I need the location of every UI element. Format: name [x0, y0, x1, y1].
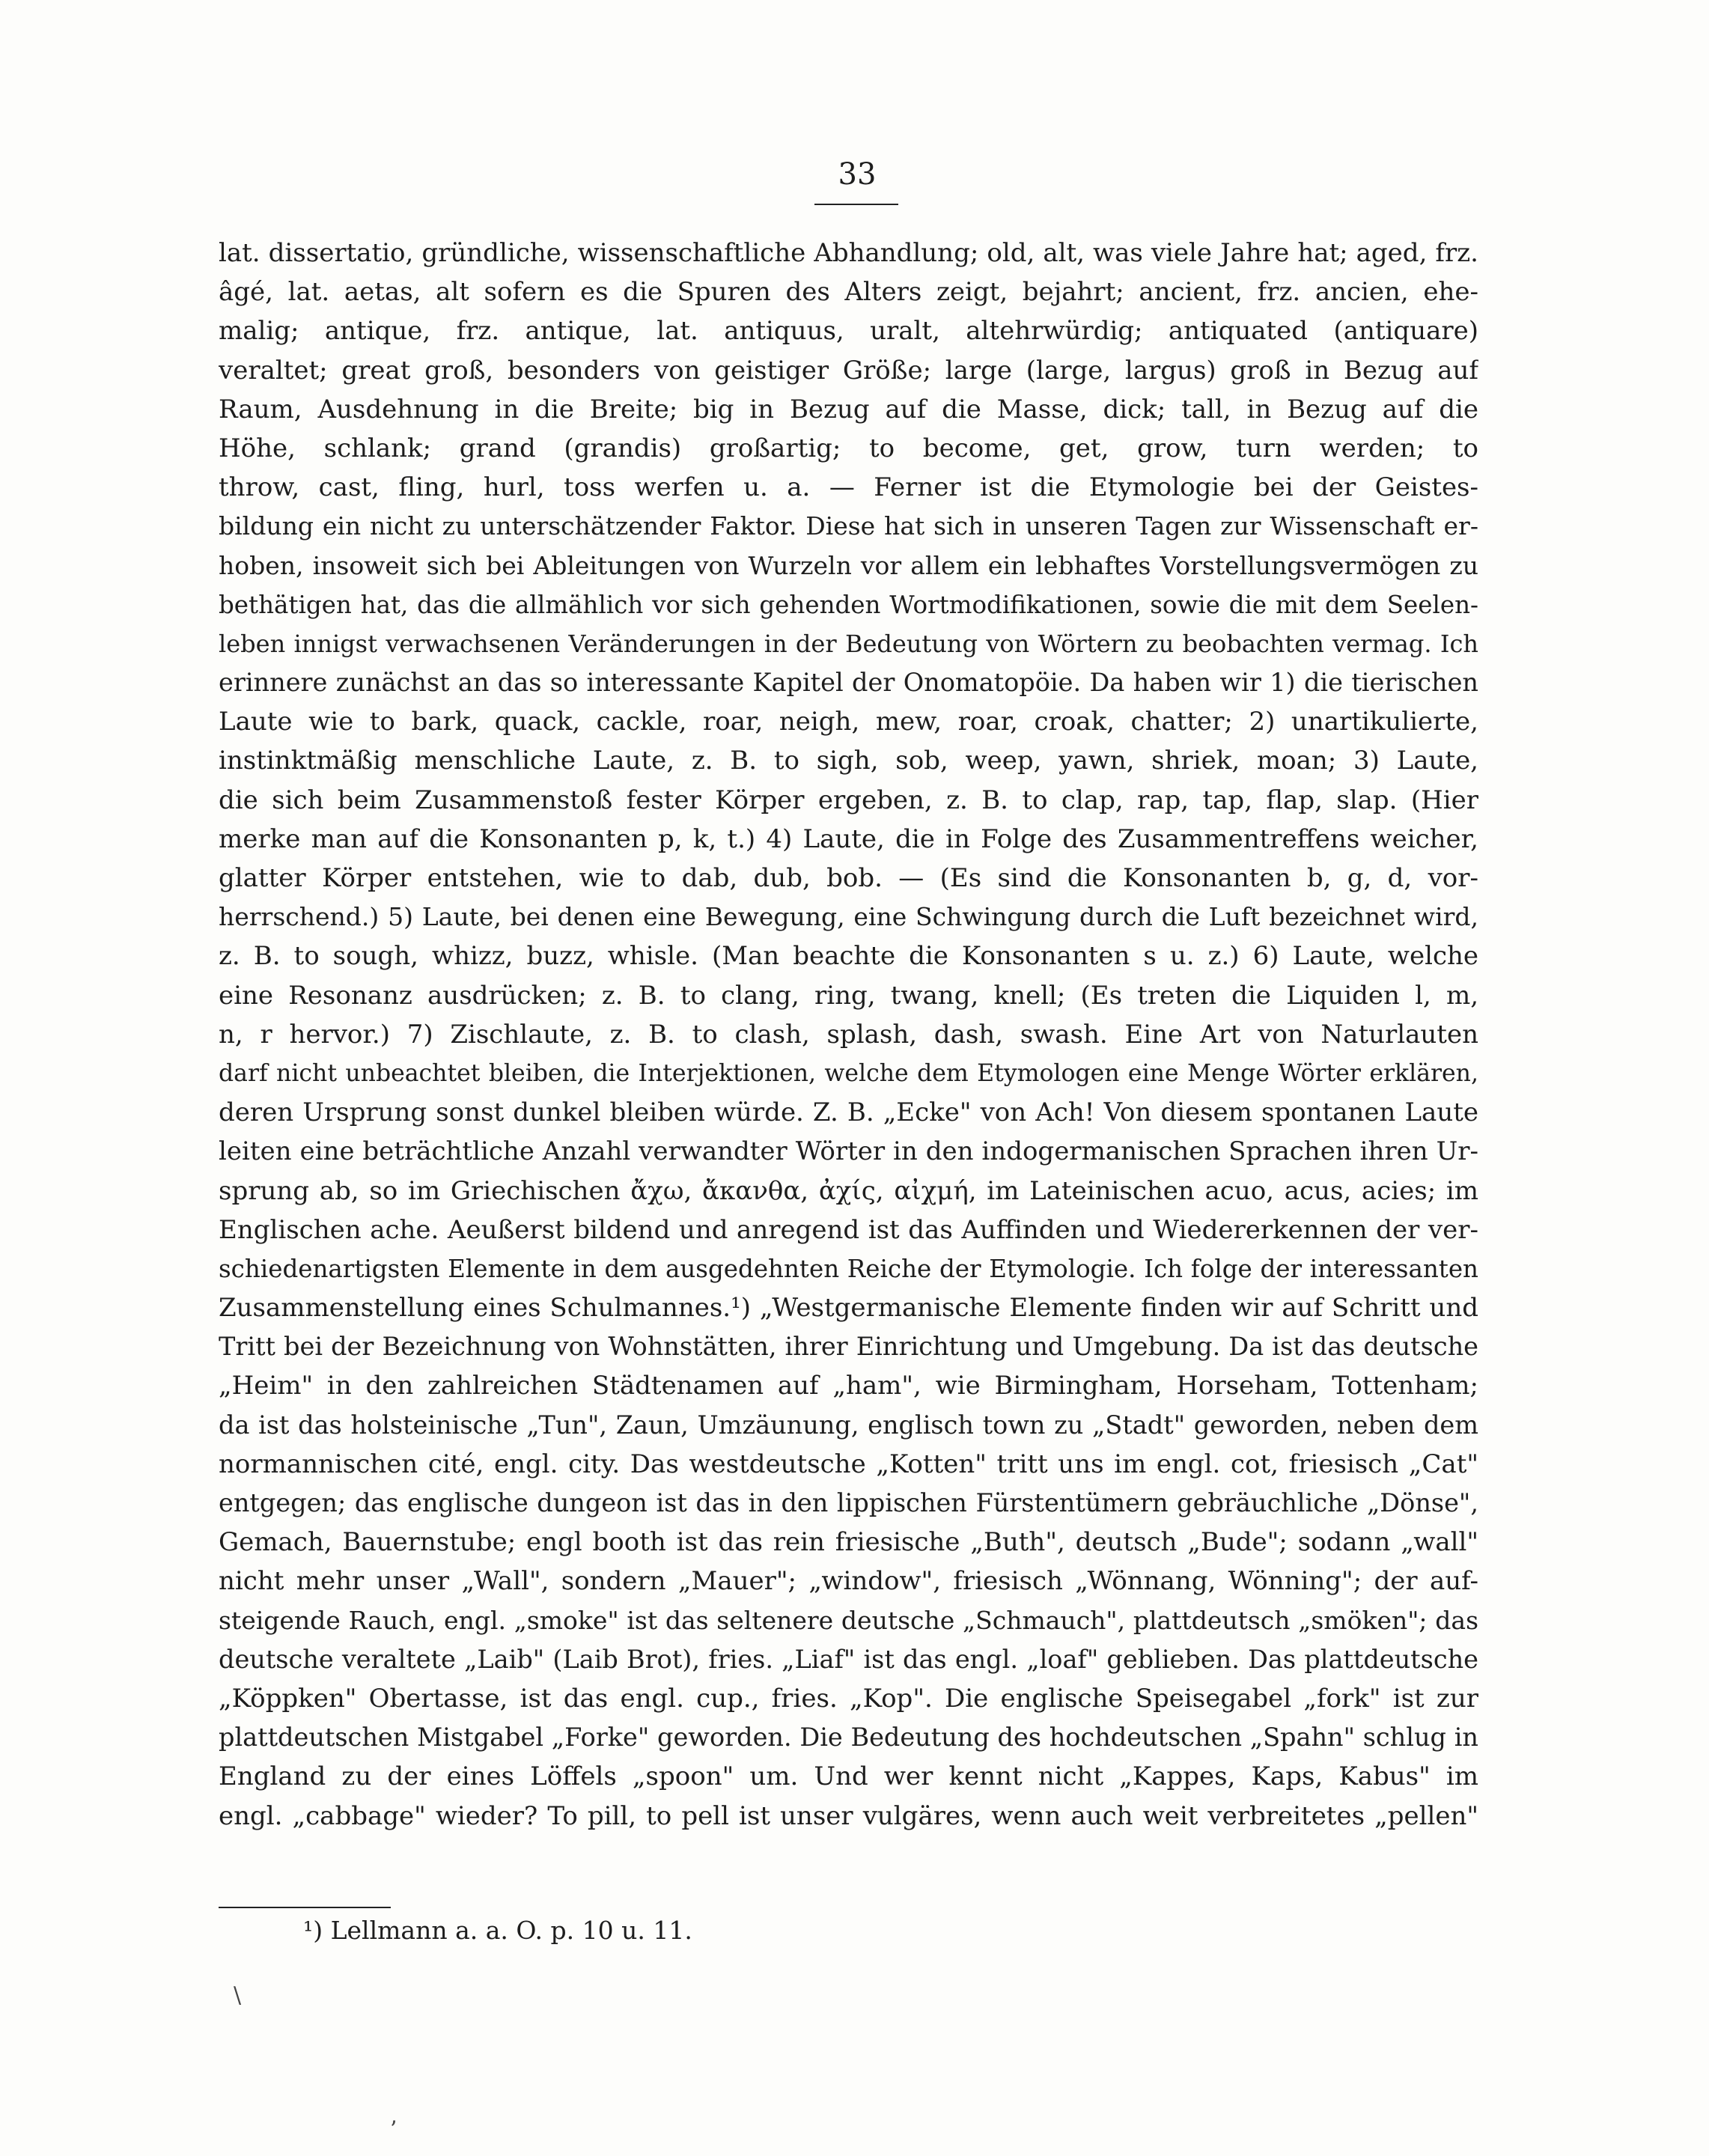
text-line: leben innigst verwachsenen Veränderungen in der Bedeutung von Wörtern zu beobachten vermag. Ich — [219, 629, 1478, 658]
text-line: z. B. to sough, whizz, buzz, whisle. (Man beachte die Konsonanten s u. z.) 6) Laute, welche — [219, 941, 1478, 972]
text-line: steigende Rauch, engl. „smoke" ist das seltenere deutsche „Schmauch", plattdeutsch „smöken"; das — [219, 1605, 1478, 1635]
text-line: schiedenartigsten Elemente in dem ausgedehnten Reiche der Etymologie. Ich folge der interessanten — [219, 1254, 1478, 1283]
text-line: malig; antique, frz. antique, lat. antiquus, uralt, altehrwürdig; antiquated (antiquare) — [219, 316, 1478, 347]
text-line: engl. „cabbage" wieder? To pill, to pell ist unser vulgäres, wenn auch weit verbreitetes „pellen" — [219, 1800, 1478, 1831]
text-line: veraltet; great groß, besonders von geistiger Größe; large (large, largus) groß in Bezug auf — [219, 355, 1478, 386]
text-line: plattdeutschen Mistgabel „Forke" geworden. Die Bedeutung des hochdeutschen „Spahn" schlug in — [219, 1723, 1478, 1752]
text-line: da ist das holsteinische „Tun", Zaun, Umzäunung, englisch town zu „Stadt" geworden, neben dem — [219, 1410, 1478, 1440]
text-line: Höhe, schlank; grand (grandis) großartig; to become, get, grow, turn werden; to — [219, 433, 1478, 463]
text-line: sprung ab, so im Griechischen ἄχω, ἄκανθα, ἀχίς, αἰχμή, im Lateinischen acuo, acus, acies; im — [219, 1175, 1478, 1206]
text-line: Laute wie to bark, quack, cackle, roar, neigh, mew, roar, croak, chatter; 2) unartikulierte, — [219, 707, 1478, 737]
text-line: „Heim" in den zahlreichen Städtenamen auf „ham", wie Birmingham, Horseham, Tottenham; — [219, 1371, 1478, 1401]
text-line: Zusammenstellung eines Schulmannes.¹) „Westgermanische Elemente finden wir auf Schritt und — [219, 1293, 1478, 1324]
page-number: 33 — [838, 157, 877, 192]
text-line: erinnere zunächst an das so interessante Kapitel der Onomatopöie. Da haben wir 1) die tierischen — [219, 668, 1478, 698]
text-line: hoben, insoweit sich bei Ableitungen von Wurzeln vor allem ein lebhaftes Vorstellungsvermögen zu — [219, 550, 1478, 580]
text-line: eine Resonanz ausdrücken; z. B. to clang, ring, twang, knell; (Es treten die Liquiden l, m, — [219, 980, 1478, 1011]
text-line: herrschend.) 5) Laute, bei denen eine Bewegung, eine Schwingung durch die Luft bezeichnet wird, — [219, 902, 1478, 932]
text-line: merke man auf die Konsonanten p, k, t.) 4) Laute, die in Folge des Zusammentreffens weicher, — [219, 823, 1478, 854]
text-line: n, r hervor.) 7) Zischlaute, z. B. to clash, splash, dash, swash. Eine Art von Naturlauten — [219, 1019, 1478, 1050]
text-line: Englischen ache. Aeußerst bildend und anregend ist das Auffinden und Wiedererkennen der ver- — [219, 1214, 1478, 1245]
text-line: Gemach, Bauernstube; engl booth ist das rein friesische „Buth", deutsch „Bude"; sodann „wall" — [219, 1527, 1478, 1558]
text-line: instinktmäßig menschliche Laute, z. B. to sigh, sob, weep, yawn, shriek, moan; 3) Laute, — [219, 746, 1478, 776]
text-line: „Köppken" Obertasse, ist das engl. cup., fries. „Kop". Die englische Speisegabel „fork" ist zur — [219, 1683, 1478, 1714]
text-line: lat. dissertatio, gründliche, wissenschaftliche Abhandlung; old, alt, was viele Jahre hat; aged, frz. — [219, 238, 1478, 268]
text-line: deren Ursprung sonst dunkel bleiben würde. Z. B. „Ecke" von Ach! Von diesem spontanen Laute — [219, 1097, 1478, 1128]
text-line: England zu der eines Löffels „spoon" um. Und wer kennt nicht „Kappes, Kaps, Kabus" im — [219, 1761, 1478, 1792]
text-line: die sich beim Zusammenstoß fester Körper ergeben, z. B. to clap, rap, tap, flap, slap. (Hier — [219, 785, 1478, 815]
body-text — [219, 234, 1478, 1836]
text-line: entgegen; das englische dungeon ist das in den lippischen Fürstentümern gebräuchliche „Dönse", — [219, 1488, 1478, 1517]
text-line: deutsche veraltete „Laib" (Laib Brot), fries. „Liaf" ist das engl. „loaf" geblieben. Das plattdeutsche — [219, 1644, 1478, 1674]
stray-mark: \ — [234, 1982, 242, 2009]
text-line: leiten eine beträchtliche Anzahl verwandter Wörter in den indogermanischen Sprachen ihren Ur- — [219, 1136, 1478, 1167]
stray-mark: ʼ — [389, 2117, 397, 2143]
text-line: darf nicht unbeachtet bleiben, die Interjektionen, welche dem Etymologen eine Menge Wörter erklären, — [219, 1059, 1478, 1087]
text-line: throw, cast, fling, hurl, toss werfen u. a. — Ferner ist die Etymologie bei der Geistes- — [219, 472, 1478, 503]
text-line: Raum, Ausdehnung in die Breite; big in Bezug auf die Masse, dick; tall, in Bezug auf die — [219, 394, 1478, 424]
text-line: âgé, lat. aetas, alt sofern es die Spuren des Alters zeigt, bejahrt; ancient, frz. ancien, ehe- — [219, 277, 1478, 308]
text-line: normannischen cité, engl. city. Das westdeutsche „Kotten" tritt uns im engl. cot, friesisch „Cat" — [219, 1449, 1478, 1479]
footnote-rule — [219, 1907, 391, 1908]
text-line: bethätigen hat, das die allmählich vor sich gehenden Wortmodifikationen, sowie die mit dem Seelen- — [219, 590, 1478, 619]
text-line: glatter Körper entstehen, wie to dab, dub, bob. — (Es sind die Konsonanten b, g, d, vor- — [219, 863, 1478, 893]
text-line: nicht mehr unser „Wall", sondern „Mauer"; „window", friesisch „Wönnang, Wönning"; der auf- — [219, 1566, 1478, 1597]
text-line: bildung ein nicht zu unterschätzender Faktor. Diese hat sich in unseren Tagen zur Wissenschaft er- — [219, 511, 1478, 541]
page-number-rule — [814, 204, 898, 205]
footnote: ¹) Lellmann a. a. O. p. 10 u. 11. — [303, 1916, 692, 1945]
text-line: Tritt bei der Bezeichnung von Wohnstätten, ihrer Einrichtung und Umgebung. Da ist das deutsche — [219, 1332, 1478, 1362]
